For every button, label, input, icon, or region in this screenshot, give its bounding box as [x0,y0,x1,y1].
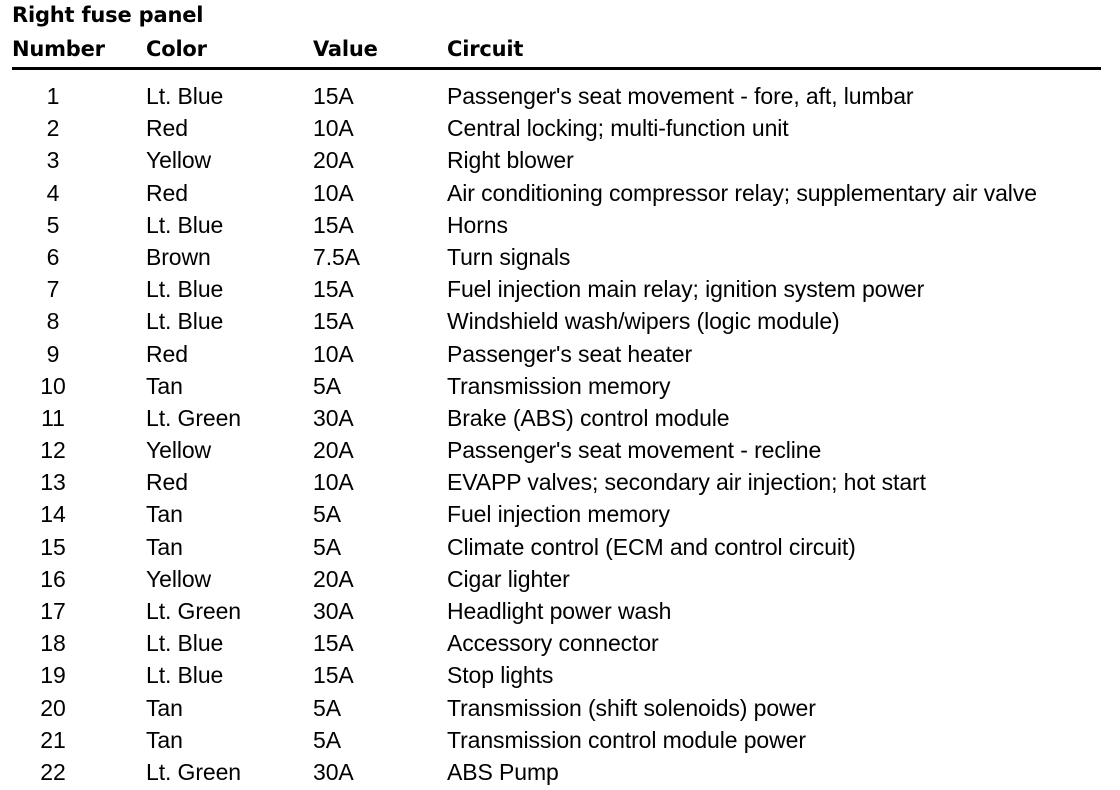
fuse-number-cell: 11 [41,404,65,431]
fuse-value-cell: 15A [313,630,354,657]
fuse-value-cell: 30A [313,404,354,431]
table-row [0,533,1120,565]
fuse-color-cell: Lt. Green [146,758,241,785]
fuse-number-cell: 3 [46,147,60,174]
fuse-color-cell: Lt. Green [146,404,241,431]
table-row [0,758,1120,790]
fuse-number-cell: 22 [40,758,66,785]
table-row [0,179,1120,211]
fuse-circuit-cell: Fuel injection memory [447,501,670,528]
fuse-number-cell: 4 [46,179,60,206]
fuse-value-cell: 7.5A [313,243,360,270]
table-row [0,146,1120,178]
table-row [0,211,1120,243]
table-row [0,275,1120,307]
fuse-number-cell: 9 [46,340,60,367]
fuse-number-cell: 7 [46,276,60,303]
fuse-color-cell: Lt. Blue [146,211,224,238]
fuse-color-cell: Tan [146,694,183,721]
table-row [0,468,1120,500]
table-row [0,243,1120,275]
fuse-number-cell: 17 [40,598,66,624]
fuse-color-cell: Lt. Blue [146,83,224,109]
fuse-circuit-cell: Air conditioning compressor relay; supplementary air valve [447,179,1037,206]
fuse-color-cell: Yellow [146,437,212,464]
fuse-value-cell: 15A [313,211,354,238]
fuse-circuit-cell: ABS Pump [447,758,559,785]
fuse-color-cell: Tan [146,501,183,528]
table-row [0,500,1120,532]
fuse-number-cell: 14 [40,501,66,528]
fuse-color-cell: Red [146,469,188,496]
fuse-value-cell: 15A [313,83,354,109]
fuse-circuit-cell: Transmission (shift solenoids) power [447,694,816,721]
fuse-value-cell: 20A [313,565,354,592]
fuse-value-cell: 30A [313,598,354,624]
fuse-circuit-cell: Climate control (ECM and control circuit) [447,533,856,560]
fuse-value-cell: 10A [313,179,354,206]
fuse-value-cell: 15A [313,662,354,689]
fuse-color-cell: Lt. Blue [146,630,224,657]
fuse-circuit-cell: Right blower [447,147,574,174]
fuse-circuit-cell: Fuel injection main relay; ignition system power [447,276,925,303]
fuse-number-cell: 21 [40,726,66,753]
fuse-number-cell: 19 [40,662,66,689]
fuse-color-cell: Tan [146,726,183,753]
fuse-circuit-cell: Turn signals [447,243,571,270]
fuse-color-cell: Yellow [146,147,212,174]
table-row [0,661,1120,693]
fuse-number-cell: 12 [40,437,66,464]
header-number: Number [12,37,105,61]
table-row [0,565,1120,597]
fuse-circuit-cell: Accessory connector [447,630,659,657]
fuse-circuit-cell: Passenger's seat heater [447,340,693,367]
fuse-number-cell: 20 [40,694,66,721]
fuse-circuit-cell: EVAPP valves; secondary air injection; hot start [447,469,926,496]
table-row [0,307,1120,339]
fuse-value-cell: 15A [313,276,354,303]
fuse-number-cell: 13 [40,469,66,496]
fuse-color-cell: Lt. Green [146,598,241,624]
fuse-value-cell: 5A [313,726,341,753]
fuse-number-cell: 15 [40,533,66,560]
fuse-number-cell: 2 [46,115,60,142]
fuse-number-cell: 8 [46,308,60,335]
fuse-circuit-cell: Central locking; multi-function unit [447,115,789,142]
fuse-value-cell: 5A [313,533,341,560]
header-value: Value [313,37,378,61]
table-row [0,114,1120,146]
fuse-circuit-cell: Horns [447,211,508,238]
fuse-value-cell: 5A [313,501,341,528]
fuse-color-cell: Yellow [146,565,212,592]
fuse-value-cell: 5A [313,372,341,399]
table-row [0,629,1120,661]
table-row [0,694,1120,726]
fuse-color-cell: Tan [146,372,183,399]
fuse-circuit-cell: Brake (ABS) control module [447,404,730,431]
fuse-circuit-cell: Headlight power wash [447,598,672,624]
fuse-color-cell: Lt. Blue [146,662,224,689]
fuse-circuit-cell: Passenger's seat movement - recline [447,437,822,464]
fuse-value-cell: 15A [313,308,354,335]
table-header-row [0,37,1120,67]
fuse-color-cell: Red [146,179,188,206]
header-circuit: Circuit [447,37,524,61]
fuse-value-cell: 30A [313,758,354,785]
fuse-table-body [0,82,1120,790]
fuse-number-cell: 6 [46,243,60,270]
table-row [0,82,1120,114]
fuse-circuit-cell: Windshield wash/wipers (logic module) [447,308,840,335]
fuse-number-cell: 5 [46,211,60,238]
fuse-value-cell: 10A [313,340,354,367]
fuse-number-cell: 10 [40,372,66,399]
fuse-color-cell: Lt. Blue [146,308,224,335]
fuse-color-cell: Brown [146,243,211,270]
table-row [0,372,1120,404]
fuse-value-cell: 10A [313,115,354,142]
table-row [0,726,1120,758]
fuse-circuit-cell: Transmission control module power [447,726,806,753]
fuse-value-cell: 10A [313,469,354,496]
table-row [0,597,1120,629]
fuse-number-cell: 16 [40,565,66,592]
fuse-number-cell: 1 [46,83,60,109]
table-row [0,436,1120,468]
header-divider [12,67,1101,70]
fuse-circuit-cell: Cigar lighter [447,565,570,592]
fuse-color-cell: Lt. Blue [146,276,224,303]
panel-title: Right fuse panel [12,3,204,27]
table-row [0,340,1120,372]
fuse-circuit-cell: Passenger's seat movement - fore, aft, lumbar [447,83,914,109]
fuse-color-cell: Red [146,340,188,367]
table-row [0,404,1120,436]
fuse-number-cell: 18 [40,630,66,657]
fuse-value-cell: 20A [313,147,354,174]
fuse-color-cell: Red [146,115,188,142]
fuse-value-cell: 5A [313,694,341,721]
fuse-color-cell: Tan [146,533,183,560]
fuse-circuit-cell: Stop lights [447,662,554,689]
fuse-circuit-cell: Transmission memory [447,372,671,399]
fuse-value-cell: 20A [313,437,354,464]
header-color: Color [146,37,207,61]
